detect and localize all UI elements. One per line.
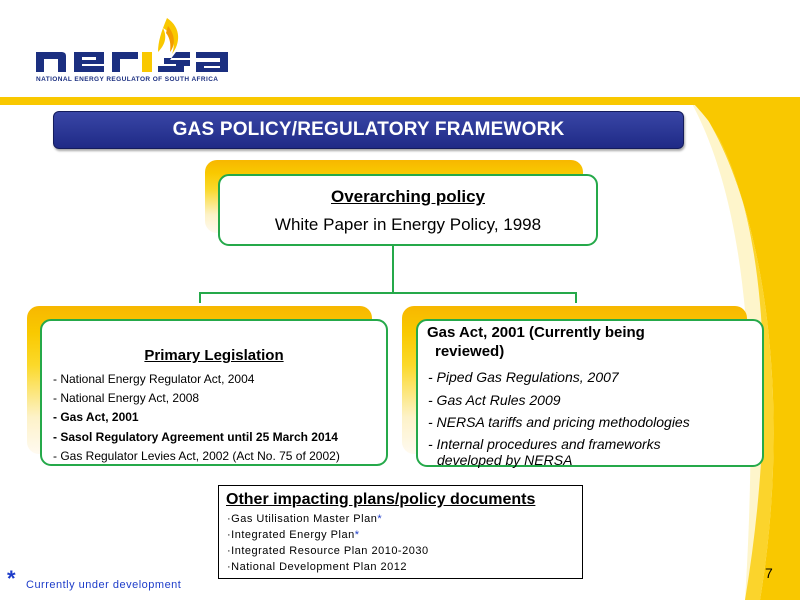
overarching-heading: Overarching policy [331,187,485,206]
other-document-item [227,545,429,557]
logo-subtitle: NATIONAL ENERGY REGULATOR OF SOUTH AFRICA [36,76,219,83]
connector-vertical-main [392,245,394,293]
footnote-asterisk: * [7,566,16,591]
legislation-item: - Gas Regulator Levies Act, 2002 (Act No. 75 of 2002) [53,449,340,463]
legislation-item: - National Energy Act, 2008 [53,391,200,405]
page-number: 7 [765,565,773,581]
overarching-policy-box [218,174,598,246]
other-document-text: ·Integrated Resource Plan 2010-2030 [227,545,429,557]
overarching-body: White Paper in Energy Policy, 1998 [274,215,542,234]
gas-act-heading-line: reviewed) [435,343,505,360]
gas-act-heading [427,323,697,361]
gas-act-box [416,319,764,467]
nersa-logo [30,14,240,90]
title-banner [53,111,684,149]
legislation-item: - Gas Act, 2001 [53,410,139,424]
gas-act-item: - NERSA tariffs and pricing methodologies [428,414,690,430]
other-document-item [227,561,407,573]
legislation-item: - Sasol Regulatory Agreement until 25 March 2014 [53,430,338,444]
asterisk-marker: * [377,513,383,525]
gas-act-heading-line: Gas Act, 2001 (Currently being [427,324,645,341]
primary-legislation-heading: Primary Legislation [144,347,284,364]
connector-right-drop [575,292,577,303]
gas-act-item: developed by NERSA [437,452,573,468]
connector-horizontal [199,292,577,294]
other-document-text: ·National Development Plan 2012 [227,561,407,573]
connector-left-drop [199,292,201,303]
other-document-text: ·Integrated Energy Plan [227,529,355,541]
legislation-item: - National Energy Regulator Act, 2004 [53,372,255,386]
other-documents-box [218,485,583,579]
nersa-logo-mark-icon [30,14,240,76]
footnote-text: Currently under development [26,579,182,591]
gas-act-item: - Internal procedures and frameworks [428,436,661,452]
asterisk-marker: * [354,529,360,541]
primary-legislation-box [40,319,388,466]
slide-title: GAS POLICY/REGULATORY FRAMEWORK [172,119,565,140]
other-document-item [227,513,382,525]
other-documents-heading: Other impacting plans/policy documents [226,491,536,508]
gas-act-item: - Piped Gas Regulations, 2007 [428,369,619,385]
other-document-text: ·Gas Utilisation Master Plan [227,513,378,525]
other-document-item [227,529,359,541]
gas-act-item: - Gas Act Rules 2009 [428,392,561,408]
yellow-header-band [0,97,800,105]
